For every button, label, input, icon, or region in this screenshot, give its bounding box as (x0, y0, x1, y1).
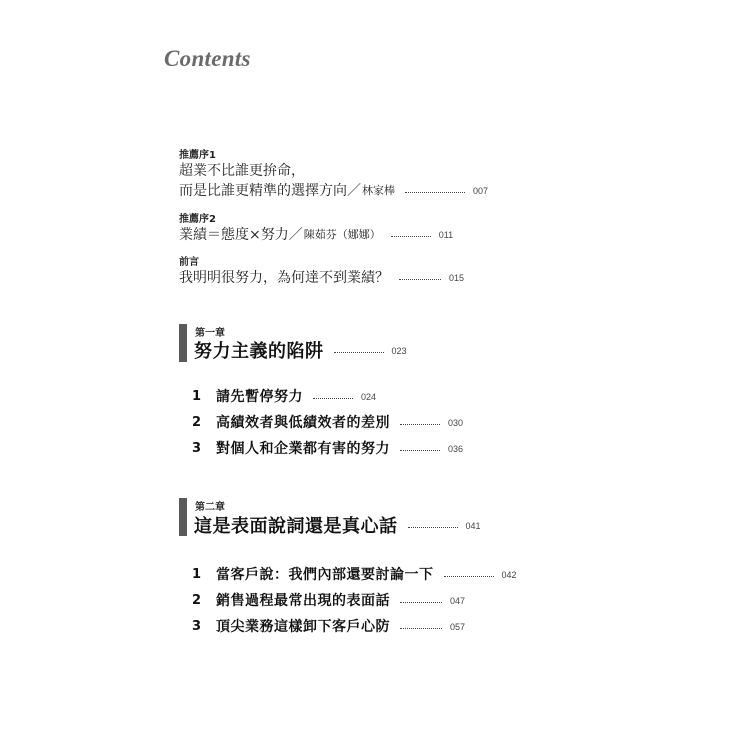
dot-leader (400, 424, 440, 425)
item-number: 3 (192, 618, 202, 634)
dot-leader (399, 279, 441, 280)
page-number: 023 (391, 346, 407, 356)
item-text: 對個人和企業都有害的努力 (216, 441, 390, 457)
page-number: 015 (449, 273, 465, 283)
page-title: Contents (164, 46, 251, 71)
chapter-1-item-3[interactable] (192, 438, 463, 458)
entry-text: 超業不比誰更拚命， (179, 163, 305, 179)
foreword-2-line-1[interactable] (179, 225, 453, 243)
item-text: 請先暫停努力 (216, 389, 303, 405)
chapter-2-label: 第二章 (195, 502, 225, 513)
page-number: 041 (465, 521, 481, 531)
item-text: 高績效者與低績效者的差別 (216, 415, 390, 431)
page-number: 042 (501, 570, 517, 580)
foreword-1-line-2[interactable] (179, 181, 488, 199)
dot-leader (313, 398, 353, 399)
page-number: 036 (448, 444, 464, 454)
chapter-2-item-1[interactable] (192, 564, 517, 584)
chapter-1-label: 第一章 (195, 328, 225, 339)
page-number: 030 (448, 418, 464, 428)
item-number: 2 (192, 592, 202, 608)
entry-author: 林家棒 (362, 184, 395, 197)
chapter-title-text: 努力主義的陷阱 (194, 341, 324, 362)
chapter-1-marker (179, 324, 187, 362)
item-text: 當客戶說：我們內部還要討論一下 (216, 567, 434, 583)
page-number: 007 (473, 186, 489, 196)
dot-leader (400, 450, 440, 451)
entry-text: 我明明很努力，為何達不到業績？ (179, 270, 389, 286)
dot-leader (391, 236, 431, 237)
chapter-title-text: 這是表面說詞還是真心話 (194, 516, 398, 537)
entry-text: 而是比誰更精準的選擇方向／ (179, 183, 361, 199)
foreword-1-label: 推薦序1 (179, 150, 216, 161)
preface-line-1[interactable] (179, 268, 464, 286)
chapter-1-item-2[interactable] (192, 412, 463, 432)
dot-leader (400, 628, 442, 629)
preface-label: 前言 (179, 257, 199, 268)
item-number: 3 (192, 440, 202, 456)
chapter-2-item-2[interactable] (192, 590, 465, 610)
dot-leader (444, 576, 494, 577)
foreword-1-line-1[interactable] (179, 161, 305, 179)
item-text: 頂尖業務這樣卸下客戶心防 (216, 619, 390, 635)
chapter-1-item-1[interactable] (192, 386, 376, 406)
page-number: 011 (438, 230, 454, 240)
entry-text: 業績＝態度×努力／ (179, 227, 303, 243)
entry-author: 陳茹芬（娜娜） (303, 228, 381, 241)
foreword-2-label: 推薦序2 (179, 214, 216, 225)
dot-leader (405, 192, 465, 193)
item-number: 2 (192, 414, 202, 430)
page-number: 024 (361, 392, 377, 402)
dot-leader (334, 352, 384, 353)
chapter-2-item-3[interactable] (192, 616, 465, 636)
item-number: 1 (192, 566, 202, 582)
dot-leader (400, 602, 442, 603)
item-number: 1 (192, 388, 202, 404)
page-number: 047 (450, 596, 466, 606)
chapter-1-title[interactable] (194, 338, 407, 362)
page-number: 057 (450, 622, 466, 632)
item-text: 銷售過程最常出現的表面話 (216, 593, 390, 609)
chapter-2-marker (179, 498, 187, 536)
dot-leader (408, 527, 458, 528)
chapter-2-title[interactable] (194, 513, 481, 537)
